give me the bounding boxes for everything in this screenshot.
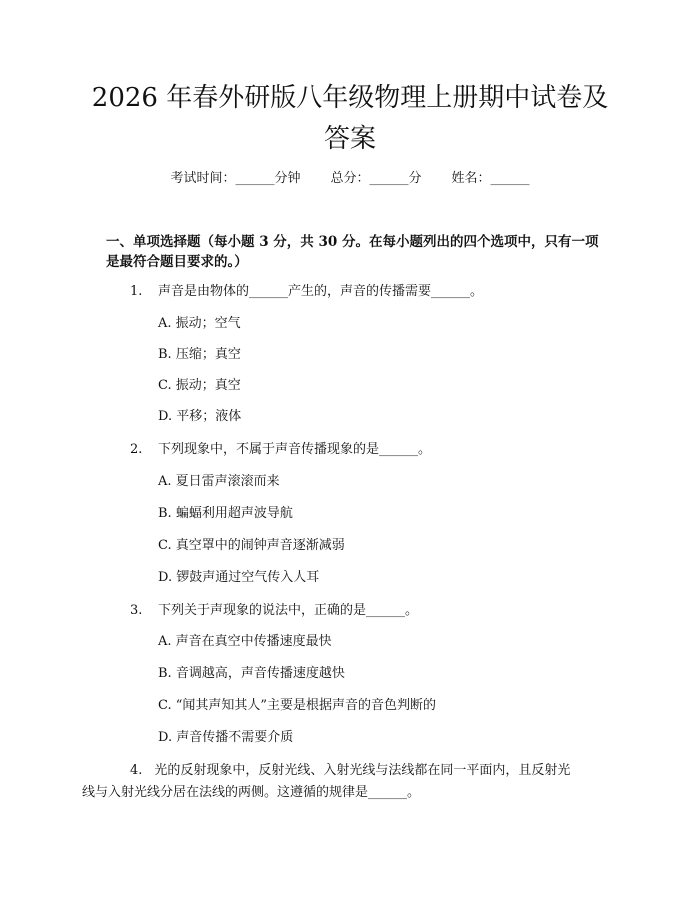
title-line-1: 2026 年春外研版八年级物理上册期中试卷及 xyxy=(91,83,609,113)
option-2c: C. 真空罩中的闹钟声音逐渐减弱 xyxy=(158,538,345,553)
question-number: 1. xyxy=(130,284,143,299)
question-text-line-1: 光的反射现象中，反射光线、入射光线与法线都在同一平面内，且反射光 xyxy=(154,763,571,778)
question-number: 2. xyxy=(130,442,143,457)
name-field: 姓名：______ xyxy=(451,171,530,186)
question-1 xyxy=(106,282,600,302)
option-1c: C. 振动；真空 xyxy=(158,378,241,393)
question-text: 下列现象中，不属于声音传播现象的是______。 xyxy=(158,442,432,457)
option-2a: A. 夏日雷声滚滚而来 xyxy=(158,474,280,489)
question-number: 4. xyxy=(130,763,143,778)
question-text: 声音是由物体的______产生的，声音的传播需要______。 xyxy=(158,284,484,299)
exam-info-line xyxy=(0,170,700,188)
question-text: 下列关于声现象的说法中，正确的是______。 xyxy=(158,603,419,618)
title-line-2: 答案 xyxy=(323,124,376,154)
option-2d: D. 锣鼓声通过空气传入人耳 xyxy=(158,570,320,585)
option-3b: B. 音调越高，声音传播速度越快 xyxy=(158,666,345,681)
section-heading xyxy=(106,232,600,272)
page-title xyxy=(60,78,640,160)
option-1a: A. 振动；空气 xyxy=(158,316,241,331)
option-3c: C. “闻其声知其人”主要是根据声音的音色判断的 xyxy=(158,698,437,713)
total-score-field: 总分：______分 xyxy=(330,171,422,186)
question-number: 3. xyxy=(130,603,143,618)
section-heading-line-2: 是最符合题目要求的。） xyxy=(106,254,248,270)
section-heading-line-1: 一、单项选择题（每小题 3 分，共 30 分。在每小题列出的四个选项中，只有一项 xyxy=(106,234,599,250)
option-1d: D. 平移；液体 xyxy=(158,409,242,424)
question-2 xyxy=(106,440,600,460)
question-4 xyxy=(82,760,600,804)
exam-time-field: 考试时间：______分钟 xyxy=(170,171,301,186)
option-3a: A. 声音在真空中传播速度最快 xyxy=(158,634,332,649)
option-2b: B. 蝙蝠利用超声波导航 xyxy=(158,506,293,521)
question-text-line-2: 线与入射光线分居在法线的两侧。这遵循的规律是______。 xyxy=(82,785,421,800)
option-3d: D. 声音传播不需要介质 xyxy=(158,730,294,745)
question-3 xyxy=(106,601,600,621)
option-1b: B. 压缩；真空 xyxy=(158,347,241,362)
